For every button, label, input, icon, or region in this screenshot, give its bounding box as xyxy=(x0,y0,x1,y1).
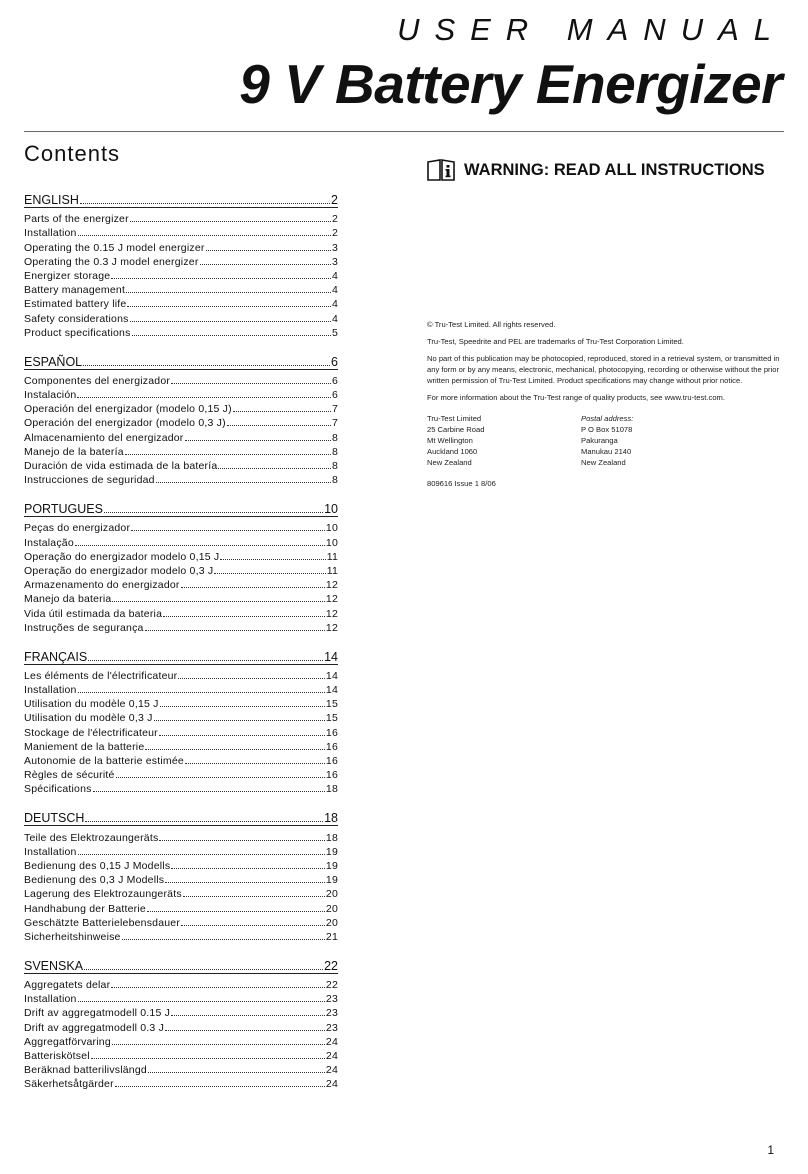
toc-entry-title: ESPAÑOL xyxy=(24,354,83,369)
address-line: Mt Wellington xyxy=(427,436,473,445)
dot-leader xyxy=(227,425,331,426)
toc-entry-title: Aggregatförvaring xyxy=(24,1035,111,1048)
toc-page-number: 24 xyxy=(325,1078,338,1091)
toc-entry[interactable] xyxy=(24,429,338,443)
toc-entry[interactable] xyxy=(24,668,338,682)
toc-entry-title: Autonomie de la batterie estimée xyxy=(24,755,184,767)
dot-leader xyxy=(218,468,331,469)
toc-page-number: 10 xyxy=(325,522,338,535)
toc-entry[interactable] xyxy=(24,415,338,429)
toc-entry-title: Instrucciones de seguridad xyxy=(24,474,155,487)
toc-entry[interactable] xyxy=(24,549,338,563)
warning-banner xyxy=(427,159,765,181)
dot-leader xyxy=(165,1030,325,1031)
address-line: Tru-Test Limited xyxy=(427,414,482,423)
address-line: P O Box 51078 xyxy=(581,425,633,434)
toc-section-heading[interactable] xyxy=(24,498,338,517)
toc-entry[interactable] xyxy=(24,1062,338,1076)
toc-entry[interactable] xyxy=(24,844,338,858)
toc-entry[interactable] xyxy=(24,682,338,696)
dot-leader xyxy=(88,660,323,661)
postal-label: Postal address: xyxy=(581,414,634,423)
toc-entry-title: Bedienung des 0,15 J Modells xyxy=(24,859,171,872)
toc-entry-title: Parts of the energizer xyxy=(24,213,129,226)
toc-entry[interactable] xyxy=(24,710,338,724)
toc-entry-title: Operating the 0.15 J model energizer xyxy=(24,241,205,254)
toc-page-number: 2 xyxy=(331,193,338,207)
toc-entry[interactable] xyxy=(24,577,338,591)
dot-leader xyxy=(78,854,325,855)
dot-leader xyxy=(130,321,331,322)
toc-page-number: 8 xyxy=(331,474,338,487)
toc-page-number: 11 xyxy=(326,550,338,563)
toc-entry[interactable] xyxy=(24,591,338,605)
toc-page-number: 15 xyxy=(325,698,338,711)
dot-leader xyxy=(130,221,331,222)
dot-leader xyxy=(206,250,331,251)
toc-entry[interactable] xyxy=(24,1005,338,1019)
address-line: New Zealand xyxy=(427,458,472,467)
dot-leader xyxy=(116,777,325,778)
toc-entry-title: Manejo da bateria xyxy=(24,593,112,606)
toc-entry-title: Safety considerations xyxy=(24,312,129,325)
dot-leader xyxy=(160,706,325,707)
toc-page-number: 2 xyxy=(331,213,338,226)
toc-entry-title: ENGLISH xyxy=(24,193,79,207)
toc-section xyxy=(24,646,338,796)
toc-page-number: 23 xyxy=(325,993,338,1006)
toc-entry-title: Peças do energizador xyxy=(24,522,131,535)
toc-page-number: 8 xyxy=(331,431,338,444)
toc-page-number: 2 xyxy=(331,227,338,240)
toc-entry[interactable] xyxy=(24,282,338,296)
toc-entry-title: Battery management xyxy=(24,284,126,297)
toc-entry[interactable] xyxy=(24,886,338,900)
toc-entry[interactable] xyxy=(24,1034,338,1048)
toc-entry-title: Beräknad batterilivslängd xyxy=(24,1064,147,1077)
toc-entry[interactable] xyxy=(24,605,338,619)
contents-heading: Contents xyxy=(24,141,121,166)
dot-leader xyxy=(171,383,331,384)
dot-leader xyxy=(148,1072,325,1073)
address-line: New Zealand xyxy=(581,458,626,467)
toc-page-number: 4 xyxy=(331,269,338,282)
dot-leader xyxy=(85,821,323,822)
toc-entry[interactable] xyxy=(24,211,338,225)
dot-leader xyxy=(125,454,331,455)
toc-entry[interactable] xyxy=(24,900,338,914)
toc-page-number: 23 xyxy=(325,1021,338,1034)
toc-entry-title: Installation xyxy=(24,684,77,697)
toc-entry[interactable] xyxy=(24,268,338,282)
toc-page-number: 15 xyxy=(325,712,338,725)
toc-entry-title: Les éléments de l'électrificateur xyxy=(24,669,178,682)
legal-notice xyxy=(427,319,783,489)
toc-entry-title: Règles de sécurité xyxy=(24,769,115,782)
toc-page-number: 16 xyxy=(325,769,338,782)
toc-entry[interactable] xyxy=(24,325,338,339)
address-block xyxy=(427,413,783,468)
toc-entry[interactable] xyxy=(24,472,338,486)
toc-section xyxy=(24,351,338,487)
dot-leader xyxy=(80,203,330,204)
postal-address xyxy=(581,413,735,468)
toc-entry-title: Handhabung der Batterie xyxy=(24,902,146,915)
toc-page-number: 24 xyxy=(325,1064,338,1077)
toc-entry[interactable] xyxy=(24,781,338,795)
toc-entry-title: Stockage de l'électrificateur xyxy=(24,726,158,739)
dot-leader xyxy=(132,335,331,336)
toc-entry-title: Utilisation du modèle 0,15 J xyxy=(24,698,159,711)
dot-leader xyxy=(185,440,331,441)
dot-leader xyxy=(233,411,331,412)
toc-page-number: 24 xyxy=(325,1035,338,1048)
toc-page-number: 7 xyxy=(331,417,338,430)
toc-entry[interactable] xyxy=(24,373,338,387)
toc-page-number: 21 xyxy=(325,930,338,943)
toc-page-number: 6 xyxy=(331,374,338,387)
dot-leader xyxy=(145,749,325,750)
toc-entry[interactable] xyxy=(24,724,338,738)
info-book-icon xyxy=(427,159,455,181)
toc-entry-title: Säkerhetsåtgärder xyxy=(24,1078,114,1091)
toc-page-number: 3 xyxy=(331,241,338,254)
toc-section-heading[interactable] xyxy=(24,646,338,665)
dot-leader xyxy=(220,559,325,560)
dot-leader xyxy=(104,512,323,513)
dot-leader xyxy=(111,278,331,279)
toc-entry[interactable] xyxy=(24,254,338,268)
manual-title: 9 V Battery Energizer xyxy=(239,53,782,115)
toc-section-heading[interactable] xyxy=(24,807,338,826)
toc-entry-title: Spécifications xyxy=(24,783,92,796)
more-info-line: For more information about the Tru-Test range of quality products, see www.tru-test.com. xyxy=(427,393,725,402)
toc-page-number: 16 xyxy=(325,726,338,739)
dot-leader xyxy=(91,1058,325,1059)
toc-page-number: 5 xyxy=(331,326,338,339)
address-line: Pakuranga xyxy=(581,436,618,445)
toc-page-number: 3 xyxy=(331,255,338,268)
dot-leader xyxy=(165,882,325,883)
dot-leader xyxy=(126,292,331,293)
toc-entry[interactable] xyxy=(24,563,338,577)
toc-page-number: 4 xyxy=(331,312,338,325)
toc-entry[interactable] xyxy=(24,458,338,472)
reproduction-notice: No part of this publication may be photocopied, reproduced, stored in a retrieval system, or transmitted in any form or by any means, electronic, mechanical, photocopying, recording or otherwise without the prior written permission of Tru-Test Limited. Product specifications may change without prior notice. xyxy=(427,354,780,385)
toc-entry-title: Duración de vida estimada de la batería xyxy=(24,460,218,472)
toc-entry[interactable] xyxy=(24,829,338,843)
toc-entry-title: Estimated battery life xyxy=(24,298,127,311)
toc-entry[interactable] xyxy=(24,858,338,872)
toc-entry-title: Operação do energizador modelo 0,15 J xyxy=(24,550,220,563)
address-line: Manukau 2140 xyxy=(581,447,632,456)
toc-page-number: 14 xyxy=(325,669,338,682)
toc-page-number: 20 xyxy=(325,902,338,915)
toc-entry-title: Vida útil estimada da bateria xyxy=(24,607,163,620)
copyright-line: © Tru-Test Limited. All rights reserved. xyxy=(427,320,556,329)
toc-entry[interactable] xyxy=(24,387,338,401)
company-address xyxy=(427,413,581,468)
toc-page-number: 4 xyxy=(331,298,338,311)
toc-page-number: 14 xyxy=(325,684,338,697)
toc-page-number: 16 xyxy=(325,740,338,753)
dot-leader xyxy=(75,545,325,546)
toc-entry-title: Utilisation du modèle 0,3 J xyxy=(24,712,153,725)
toc-entry[interactable] xyxy=(24,739,338,753)
toc-entry-title: SVENSKA xyxy=(24,958,84,973)
toc-page-number: 18 xyxy=(325,831,338,844)
warning-text: WARNING: READ ALL INSTRUCTIONS xyxy=(464,160,765,179)
dot-leader xyxy=(78,1001,325,1002)
dot-leader xyxy=(156,482,331,483)
toc-entry[interactable] xyxy=(24,444,338,458)
toc-entry-title: Manejo de la batería xyxy=(24,445,124,458)
toc-entry[interactable] xyxy=(24,929,338,943)
toc-section xyxy=(24,189,338,339)
dot-leader xyxy=(154,720,325,721)
toc-entry-title: Teile des Elektrozaungeräts xyxy=(24,831,159,844)
toc-entry[interactable] xyxy=(24,520,338,534)
trademark-line: Tru-Test, Speedrite and PEL are trademarks of Tru-Test Corporation Limited. xyxy=(427,337,684,346)
toc-entry-title: Installation xyxy=(24,993,77,1006)
dot-leader xyxy=(163,616,325,617)
toc-entry-title: Installation xyxy=(24,845,77,858)
toc-entry-title: Operación del energizador (modelo 0,3 J) xyxy=(24,417,226,430)
table-of-contents xyxy=(24,189,338,1102)
dot-leader xyxy=(115,1086,325,1087)
toc-page-number: 20 xyxy=(325,888,338,901)
page-number: 1 xyxy=(767,1143,774,1157)
toc-entry[interactable] xyxy=(24,991,338,1005)
toc-entry-title: Armazenamento do energizador xyxy=(24,579,180,592)
dot-leader xyxy=(112,601,324,602)
toc-page-number: 12 xyxy=(325,593,338,606)
toc-section-heading[interactable] xyxy=(24,351,338,370)
toc-page-number: 18 xyxy=(325,783,338,796)
dot-leader xyxy=(159,840,325,841)
dot-leader xyxy=(112,1044,325,1045)
toc-entry-title: Instruções de segurança xyxy=(24,621,144,634)
toc-entry-title: PORTUGUES xyxy=(24,502,103,517)
toc-entry[interactable] xyxy=(24,239,338,253)
toc-entry-title: Operating the 0.3 J model energizer xyxy=(24,255,199,268)
toc-entry[interactable] xyxy=(24,401,338,415)
toc-entry-title: Lagerung des Elektrozaungeräts xyxy=(24,888,182,901)
issue-number: 809616 Issue 1 8/06 xyxy=(427,479,496,488)
toc-entry-title: FRANÇAIS xyxy=(24,649,88,664)
dot-leader xyxy=(145,630,325,631)
toc-entry-title: Geschätzte Batterielebensdauer xyxy=(24,916,181,929)
toc-entry[interactable] xyxy=(24,1019,338,1033)
dot-leader xyxy=(171,1015,325,1016)
toc-entry-title: Drift av aggregatmodell 0.3 J xyxy=(24,1021,165,1034)
toc-section-heading[interactable] xyxy=(24,189,338,208)
address-line: Auckland 1060 xyxy=(427,447,478,456)
toc-page-number: 19 xyxy=(325,845,338,858)
toc-page-number: 10 xyxy=(325,536,338,549)
toc-page-number: 11 xyxy=(326,564,338,577)
dot-leader xyxy=(214,573,325,574)
dot-leader xyxy=(111,987,325,988)
toc-entry-title: Drift av aggregatmodell 0.15 J xyxy=(24,1007,171,1020)
toc-page-number: 19 xyxy=(325,874,338,887)
dot-leader xyxy=(147,911,325,912)
toc-entry[interactable] xyxy=(24,296,338,310)
toc-page-number: 19 xyxy=(325,859,338,872)
toc-entry-title: Installation xyxy=(24,227,77,240)
toc-page-number: 8 xyxy=(331,460,338,472)
toc-entry[interactable] xyxy=(24,915,338,929)
dot-leader xyxy=(171,868,325,869)
toc-entry[interactable] xyxy=(24,1048,338,1062)
toc-entry-title: Instalación xyxy=(24,389,77,402)
toc-entry[interactable] xyxy=(24,534,338,548)
dot-leader xyxy=(159,735,325,736)
toc-entry-title: Maniement de la batterie xyxy=(24,740,145,753)
address-line: 25 Carbine Road xyxy=(427,425,485,434)
toc-page-number: 22 xyxy=(324,958,338,973)
toc-section xyxy=(24,807,338,943)
toc-entry[interactable] xyxy=(24,310,338,324)
dot-leader xyxy=(93,791,325,792)
toc-entry[interactable] xyxy=(24,620,338,634)
toc-page-number: 7 xyxy=(331,403,338,416)
toc-page-number: 6 xyxy=(331,354,338,369)
toc-page-number: 12 xyxy=(325,621,338,634)
toc-entry-title: Operação do energizador modelo 0,3 J xyxy=(24,564,214,577)
toc-entry-title: Almacenamiento del energizador xyxy=(24,431,184,444)
header-divider xyxy=(24,131,784,132)
toc-page-number: 24 xyxy=(325,1050,338,1062)
toc-section xyxy=(24,955,338,1091)
dot-leader xyxy=(77,397,331,398)
toc-page-number: 22 xyxy=(325,979,338,992)
dot-leader xyxy=(181,587,325,588)
dot-leader xyxy=(127,306,331,307)
dot-leader xyxy=(181,925,325,926)
toc-entry-title: Instalação xyxy=(24,536,74,549)
toc-entry[interactable] xyxy=(24,225,338,239)
toc-entry-title: DEUTSCH xyxy=(24,811,85,826)
dot-leader xyxy=(83,365,330,366)
dot-leader xyxy=(185,763,325,764)
toc-page-number: 12 xyxy=(325,579,338,592)
dot-leader xyxy=(84,969,323,970)
toc-page-number: 6 xyxy=(331,389,338,402)
toc-entry-title: Operación del energizador (modelo 0,15 J) xyxy=(24,403,232,416)
dot-leader xyxy=(131,530,325,531)
toc-page-number: 10 xyxy=(324,502,338,517)
toc-page-number: 8 xyxy=(331,445,338,458)
toc-entry-title: Product specifications xyxy=(24,326,131,339)
toc-entry-title: Bedienung des 0,3 J Modells xyxy=(24,874,165,887)
toc-entry[interactable] xyxy=(24,696,338,710)
manual-subtitle: USER MANUAL xyxy=(397,12,786,47)
toc-entry-title: Componentes del energizador xyxy=(24,374,171,387)
toc-page-number: 23 xyxy=(325,1007,338,1020)
dot-leader xyxy=(122,939,325,940)
toc-entry[interactable] xyxy=(24,977,338,991)
toc-entry[interactable] xyxy=(24,753,338,767)
toc-entry[interactable] xyxy=(24,1076,338,1090)
dot-leader xyxy=(183,896,325,897)
dot-leader xyxy=(78,692,325,693)
toc-page-number: 12 xyxy=(325,607,338,620)
toc-page-number: 20 xyxy=(325,916,338,929)
toc-entry-title: Batteriskötsel xyxy=(24,1050,90,1062)
toc-entry-title: Energizer storage xyxy=(24,269,111,282)
toc-section xyxy=(24,498,338,634)
toc-page-number: 4 xyxy=(331,284,338,297)
dot-leader xyxy=(178,678,325,679)
toc-entry-title: Aggregatets delar xyxy=(24,979,111,992)
toc-entry[interactable] xyxy=(24,767,338,781)
toc-entry[interactable] xyxy=(24,872,338,886)
toc-entry-title: Sicherheitshinweise xyxy=(24,930,121,943)
toc-page-number: 16 xyxy=(325,755,338,767)
dot-leader xyxy=(200,264,331,265)
dot-leader xyxy=(78,235,331,236)
toc-section-heading[interactable] xyxy=(24,955,338,974)
toc-page-number: 18 xyxy=(324,811,338,826)
toc-page-number: 14 xyxy=(324,649,338,664)
